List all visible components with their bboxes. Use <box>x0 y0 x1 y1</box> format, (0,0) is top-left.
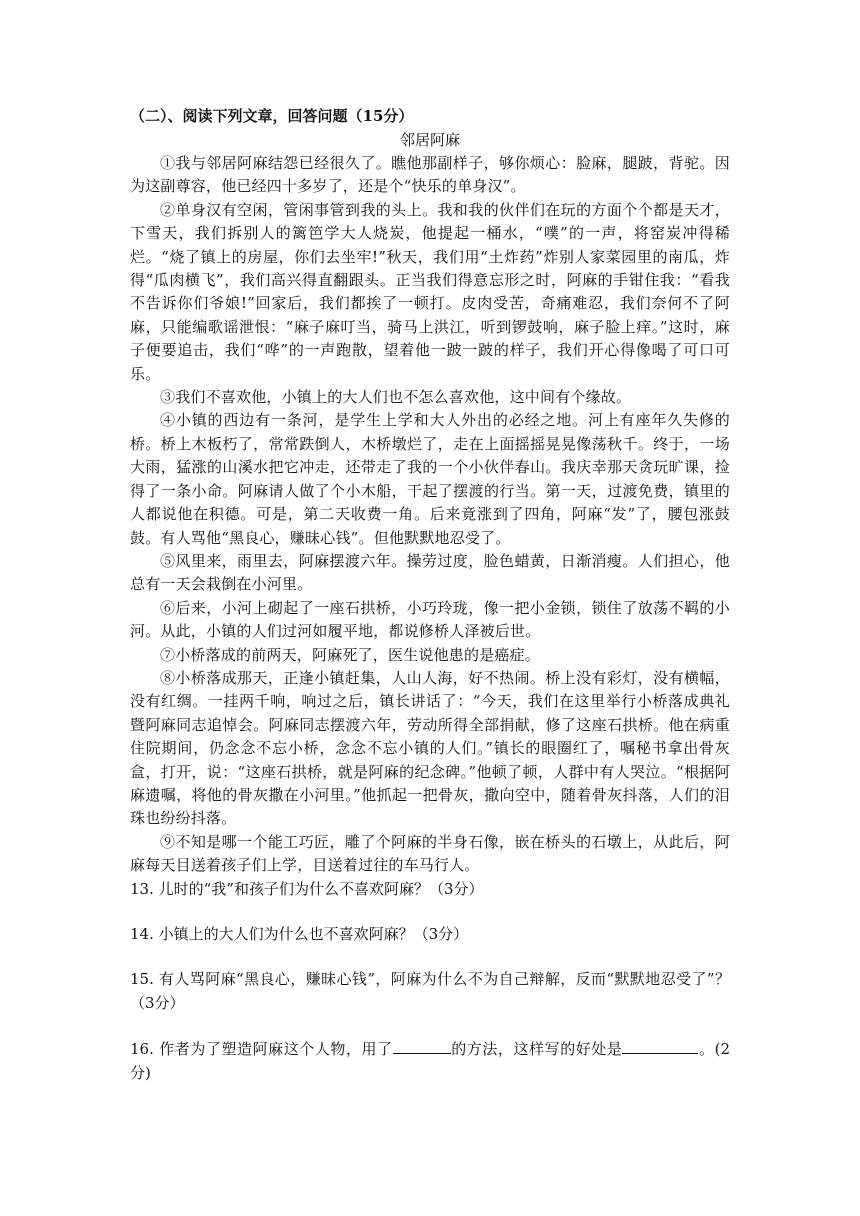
paragraph-3: ③我们不喜欢他，小镇上的大人们也不怎么喜欢他，这中间有个缘故。 <box>160 388 632 407</box>
paragraph-9: ⑨不知是哪一个能工巧匠，雕了个阿麻的半身石像，嵌在桥头的石墩上，从此后，阿麻每天目送着孩子们上学，目送着过往的车马行人。 <box>130 832 730 875</box>
answer-blank-2[interactable] <box>622 1037 698 1054</box>
paragraph-1: ①我与邻居阿麻结怨已经很久了。瞧他那副样子，够你烦心：脸麻，腿跛，背驼。因为这副尊容，他已经四十多岁了，还是个“快乐的单身汉”。 <box>130 154 730 196</box>
answer-blank-1[interactable] <box>393 1037 451 1054</box>
section-title: （二）、阅读下列文章，回答问题（15分） <box>130 107 414 125</box>
question-14: 14. 小镇上的大人们为什么也不喜欢阿麻？（3分） <box>130 925 469 943</box>
document-page <box>130 104 730 1085</box>
questions <box>130 878 730 1085</box>
paragraph-2: ②单身汉有空闲，管闲事管到我的头上。我和我的伙伴们在玩的方面个个都是天才，下雪天，我们拆别人的篱笆学大人烧炭，他提起一桶水，“噗”的一声，将窑炭冲得稀烂。“烧了镇上的房屋，你们去坐牢!”秋天，我们用“土炸药”炸别人家菜园里的南瓜，炸得“瓜肉横飞”，我们高兴得直翻跟头。正当我们得意忘形之时，阿麻的手钳住我：“看我不告诉你们爷娘!”回家后，我们都挨了一顿打。皮肉受苦，奇痛难忍，我们奈何不了阿麻，只能编歌谣泄恨：“麻子麻叮当，骑马上洪江，听到锣鼓响，麻子脸上痒。”这时，麻子便要追击，我们“哗”的一声跑散，望着他一跛一跛的样子，我们开心得像喝了可口可乐。 <box>130 200 730 383</box>
question-16 <box>130 1037 730 1085</box>
question-16-part2: 的方法，这样写的好处是 <box>450 1040 623 1059</box>
answer-space-13[interactable] <box>130 901 730 923</box>
question-16-part1: 16. 作者为了塑造阿麻这个人物，用了 <box>130 1040 393 1059</box>
article-body <box>130 152 730 878</box>
question-13: 13. 儿时的“我”和孩子们为什么不喜欢阿麻？（3分） <box>130 879 484 898</box>
question-15: 15. 有人骂阿麻“黑良心，赚昧心钱”，阿麻为什么不为自己辩解，反而“默默地忍受了”？（3分） <box>130 970 730 1012</box>
question-16-part3: 。(2分) <box>130 1040 730 1082</box>
answer-space-14[interactable] <box>130 946 730 968</box>
answer-space-15[interactable] <box>130 1015 730 1037</box>
paragraph-8: ⑧小桥落成那天，正逢小镇赶集，人山人海，好不热闹。桥上没有彩灯，没有横幅，没有红绸。一挂两千响，响过之后，镇长讲话了：“今天，我们在这里举行小桥落成典礼暨阿麻同志追悼会。阿麻同志摆渡六年，劳动所得全部捐献，修了这座石拱桥。他在病重住院期间，仍念念不忘小桥，念念不忘小镇的人们。”镇长的眼圈红了，嘱秘书拿出骨灰盒，打开，说：“这座石拱桥，就是阿麻的纪念碑。”他顿了顿，人群中有人哭泣。“根据阿麻遗嘱，将他的骨灰撒在小河里。”他抓起一把骨灰，撒向空中，随着骨灰抖落，人们的泪珠也纷纷抖落。 <box>130 668 730 828</box>
paragraph-5: ⑤风里来，雨里去，阿麻摆渡六年。操劳过度，脸色蜡黄，日渐消瘦。人们担心，他总有一天会栽倒在小河里。 <box>130 551 730 594</box>
paragraph-6: ⑥后来，小河上砌起了一座石拱桥，小巧玲珑，像一把小金锁，锁住了放荡不羁的小河。从此，小镇的人们过河如履平地，都说修桥人泽被后世。 <box>130 598 730 641</box>
article-title: 邻居阿麻 <box>399 131 460 149</box>
paragraph-4: ④小镇的西边有一条河，是学生上学和大人外出的必经之地。河上有座年久失修的桥。桥上木板朽了，常常跌倒人，木桥墩烂了，走在上面摇摇晃晃像荡秋千。终于，一场大雨，猛涨的山溪水把它冲走，还带走了我的一个小伙伴春山。我庆幸那天贪玩旷课，捡得了一条小命。阿麻请人做了个小木船，干起了摆渡的行当。第一天，过渡免费，镇里的人都说他在积德。可是，第二天收费一角。后来竟涨到了四角，阿麻“发”了，腰包涨鼓鼓。有人骂他“黑良心，赚昧心钱”。但他默默地忍受了。 <box>130 411 730 547</box>
paragraph-7: ⑦小桥落成的前两天，阿麻死了，医生说他患的是癌症。 <box>160 645 541 664</box>
